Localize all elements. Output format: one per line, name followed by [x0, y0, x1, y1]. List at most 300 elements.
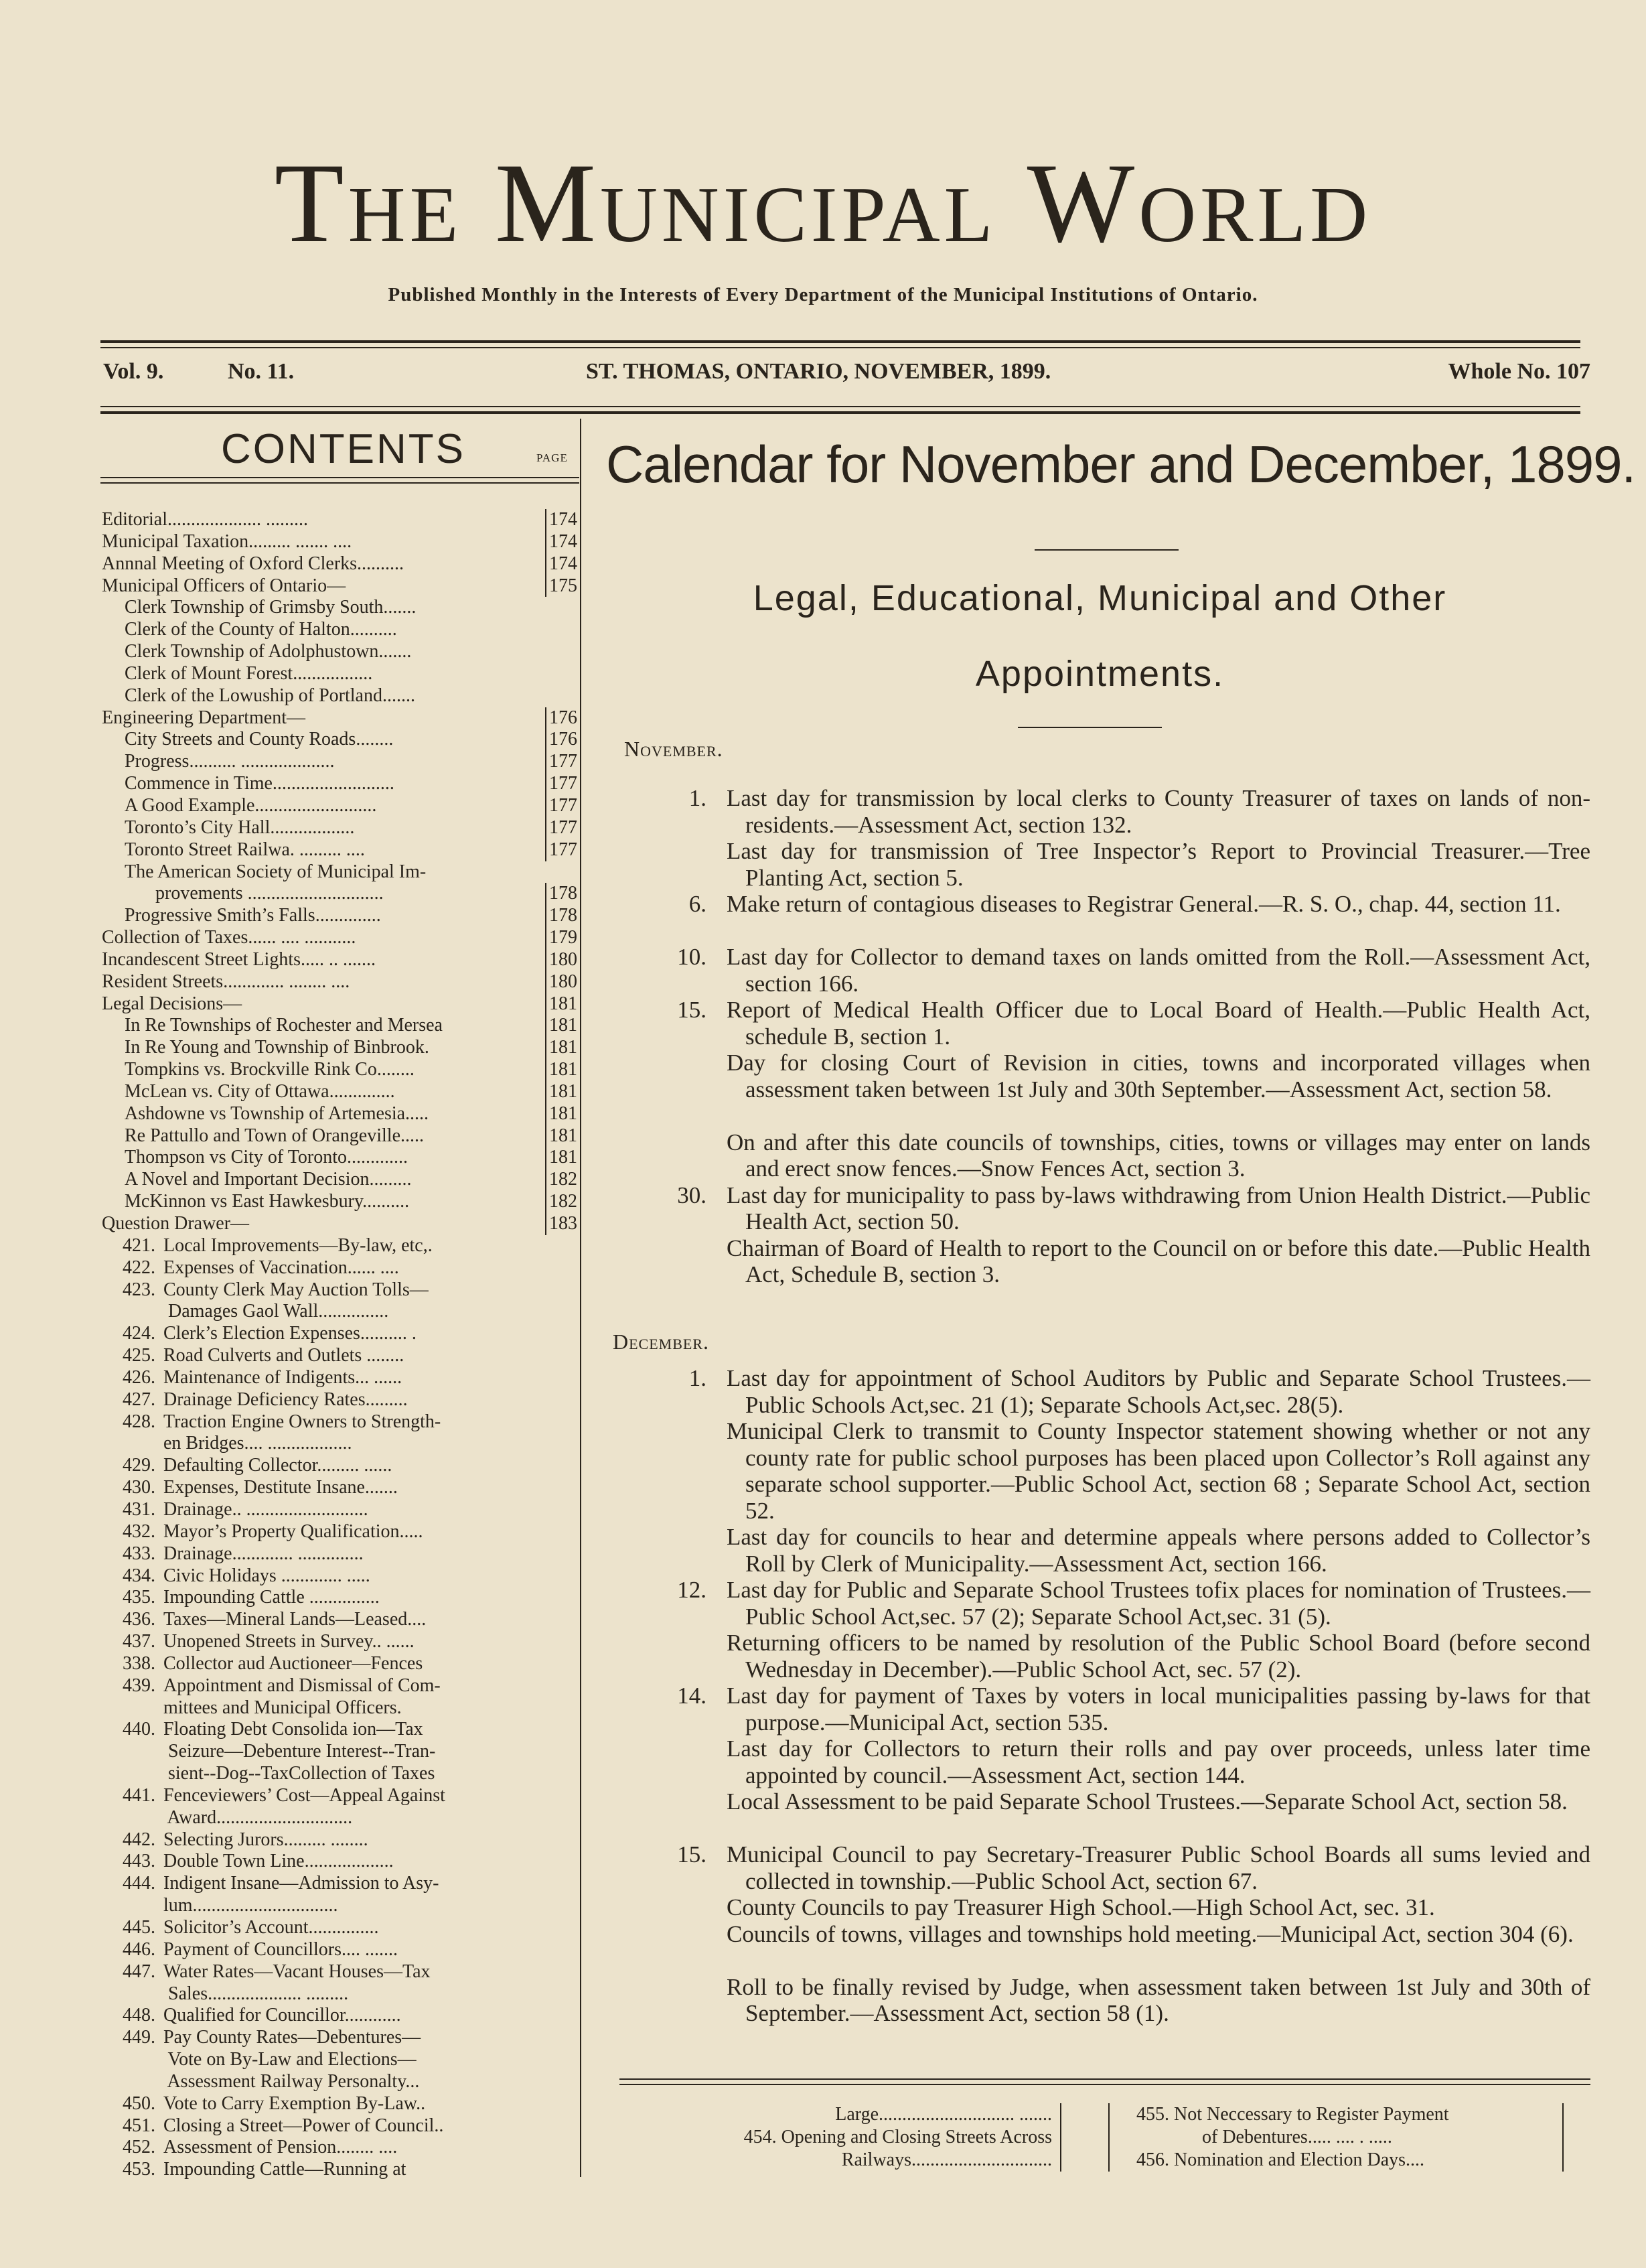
question-title: Closing a Street—Power of Council.. [163, 2115, 444, 2136]
month-december: December. [613, 1330, 710, 1354]
question-title: Payment of Councillors.... ....... [163, 1938, 398, 1960]
contents-item-label [102, 1565, 542, 1587]
footer-page-rule [1060, 2103, 1061, 2172]
question-title: Local Improvements—By-law, etc,. [163, 1234, 433, 1256]
contents-item-label [102, 1939, 542, 1961]
contents-item [102, 993, 577, 1015]
contents-item [102, 1873, 577, 1895]
divider-rule [1035, 549, 1179, 551]
contents-item-label: Commence in Time.......................... [125, 773, 394, 794]
entry-text: Last day for payment of Taxes by voters in local municipalities passing by-laws for that purpose.—Municipal Act, section 535. [727, 1683, 1590, 1735]
contents-item-label [102, 1323, 542, 1345]
question-title: Expenses, Destitute Insane....... [163, 1477, 398, 1498]
question-number: 430. [123, 1477, 155, 1498]
contents-item [102, 817, 577, 839]
contents-item [102, 1917, 577, 1939]
calendar-title: Calendar for November and December, 1899. [606, 435, 1636, 494]
question-title: en Bridges.... .................. [163, 1433, 352, 1454]
contents-rule-2 [100, 482, 579, 484]
question-number: 445. [123, 1917, 155, 1938]
footer-line: Large............................. ....... [835, 2104, 1052, 2125]
contents-item [102, 729, 577, 751]
bottom-rule [619, 2078, 1590, 2080]
contents-item-label [102, 1543, 542, 1565]
issue-line [100, 359, 1590, 393]
contents-item [102, 1169, 577, 1191]
contents-item [102, 2093, 577, 2115]
question-number: 429. [123, 1455, 155, 1476]
contents-item-label: In Re Townships of Rochester and Mersea [125, 1015, 443, 1036]
question-title: Double Town Line................... [163, 1851, 394, 1872]
contents-item-page: 176 [545, 729, 577, 751]
contents-item-label: Legal Decisions— [102, 993, 242, 1014]
question-number: 432. [123, 1520, 155, 1542]
question-title: Collector aud Auctioneer—Fences [163, 1652, 423, 1674]
entry-text: Last day for transmission of Tree Inspector’s Report to Provincial Treasurer.—Tree Planting Act, section 5. [727, 838, 1590, 891]
contents-item-label [102, 2115, 542, 2137]
contents-item-label [102, 1345, 542, 1367]
entry-text: Day for closing Court of Revision in cities, towns and incorporated villages when assessment taken between 1st July and 30th September.—Assessment Act, section 58. [727, 1050, 1590, 1103]
masthead-subtitle: Published Monthly in the Interests of Every Department of the Municipal Institutions of Ontario. [388, 284, 1258, 305]
question-title: Floating Debt Consolida ion—Tax [163, 1719, 423, 1740]
footer-line: 456. Nomination and Election Days.... [1136, 2149, 1425, 2170]
contents-item-label [102, 1235, 542, 1257]
contents-item-label [102, 1257, 542, 1279]
calendar-entry [727, 1418, 1590, 1524]
contents-item-label [102, 1499, 542, 1521]
calendar-subtitle-2: Appointments. [975, 654, 1225, 694]
entry-day-number: 14. [677, 1683, 706, 1709]
contents-item-label: Clerk Township of Grimsby South....... [125, 597, 417, 618]
place-date: ST. THOMAS, ONTARIO, NOVEMBER, 1899. [586, 359, 1051, 384]
question-title: Award............................. [163, 1806, 353, 1828]
contents-item-label: Annnal Meeting of Oxford Clerks.......... [102, 553, 404, 574]
contents-item-label: McKinnon vs East Hawkesbury.......... [125, 1191, 410, 1212]
entry-text: Municipal Clerk to transmit to County Inspector statement showing whether or not any county rate for public school purposes has been placed upon Collector’s Roll against any separate school supporter.—Public School Act, section 68 ; Separate School Act, section 52. [727, 1418, 1590, 1524]
contents-item-label: Toronto Street Railwa. ......... .... [125, 839, 365, 860]
contents-item [102, 553, 577, 575]
question-title: Indigent Insane—Admission to Asy- [163, 1873, 439, 1894]
contents-item-page: 177 [545, 839, 577, 861]
question-title: Unopened Streets in Survey.. ...... [163, 1631, 415, 1652]
footer-contents-right [1108, 2103, 1564, 2172]
contents-item-page: 174 [545, 509, 577, 531]
question-title: Damages Gaol Wall............... [163, 1301, 389, 1322]
question-title: Vote to Carry Exemption By-Law.. [163, 2093, 426, 2114]
entry-text: Chairman of Board of Health to report to the Council on or before this date.—Public Health Act, Schedule B, section 3. [727, 1234, 1590, 1287]
contents-item [102, 1147, 577, 1169]
question-number: 443. [123, 1851, 155, 1872]
entry-text: On and after this date councils of townships, cities, towns or villages may enter on lands and erect snow fences.—Snow Fences Act, section 3. [727, 1129, 1590, 1182]
question-title: Water Rates—Vacant Houses—Tax [163, 1961, 431, 1982]
contents-item [102, 2137, 577, 2159]
contents-item-label [102, 1895, 542, 1917]
contents-item-page: 181 [545, 1125, 577, 1147]
footer-line: 454. Opening and Closing Streets Across [743, 2127, 1052, 2147]
contents-item [102, 1367, 577, 1389]
whole-number: Whole No. 107 [1448, 359, 1590, 384]
question-number: 453. [123, 2159, 155, 2180]
question-title: lum............................... [163, 1895, 338, 1916]
contents-item-label: A Novel and Important Decision......... [125, 1169, 412, 1190]
entry-day-number: 1. [688, 1365, 706, 1391]
question-title: mittees and Municipal Officers. [163, 1697, 402, 1718]
contents-item-page: 177 [545, 773, 577, 795]
contents-item-label [102, 1917, 542, 1939]
calendar-entry [727, 1235, 1590, 1288]
contents-item-label [102, 1763, 542, 1785]
contents-item-label [102, 1587, 542, 1609]
contents-item-page: 177 [545, 795, 577, 817]
question-number: 422. [123, 1257, 155, 1278]
entry-day-number: 6. [688, 891, 706, 917]
question-title: Drainage Deficiency Rates......... [163, 1389, 408, 1410]
entry-text: Last day for Collectors to return their rolls and pay over proceeds, unless later time appointed by council.—Assessment Act, section 144. [727, 1735, 1590, 1788]
entry-text: Last day for municipality to pass by-laws withdrawing from Union Health District.—Public Health Act, section 50. [727, 1182, 1590, 1234]
contents-item [102, 2027, 577, 2049]
contents-item [102, 1741, 577, 1763]
contents-item [102, 1983, 577, 2005]
question-number: 436. [123, 1609, 155, 1630]
contents-item-label: provements ............................. [155, 883, 384, 904]
contents-item [102, 2115, 577, 2137]
contents-rule [100, 477, 579, 478]
contents-item [102, 2005, 577, 2027]
contents-item [102, 1829, 577, 1851]
contents-item-label: Re Pattullo and Town of Orangeville..... [125, 1125, 425, 1146]
question-title: Traction Engine Owners to Strength- [163, 1411, 441, 1432]
contents-item [102, 1521, 577, 1543]
contents-item [102, 1807, 577, 1829]
contents-item [102, 1609, 577, 1631]
question-number: 452. [123, 2137, 155, 2158]
column-divider [580, 419, 581, 2177]
calendar-entry [677, 997, 1590, 1050]
contents-item-label: Progressive Smith’s Falls.............. [125, 905, 381, 926]
contents-item-label: Clerk Township of Adolphustown....... [125, 641, 412, 662]
contents-item-label: Engineering Department— [102, 707, 306, 728]
contents-item [102, 641, 577, 663]
contents-item-label [102, 1961, 542, 1983]
question-number: 426. [123, 1366, 155, 1388]
contents-item-label [102, 1785, 542, 1807]
contents-item [102, 1631, 577, 1653]
masthead-rule-top-thin [100, 347, 1580, 348]
contents-item [102, 1103, 577, 1125]
entry-day-number: 15. [677, 997, 706, 1023]
contents-item-label: In Re Young and Township of Binbrook. [125, 1037, 429, 1058]
contents-item-page: 178 [545, 883, 577, 905]
contents-item-label [102, 1697, 542, 1719]
question-number: 451. [123, 2115, 155, 2136]
question-title: Impounding Cattle ............... [163, 1587, 380, 1608]
contents-item-label [102, 1829, 542, 1851]
contents-item-page: 180 [545, 949, 577, 971]
contents-item [102, 1081, 577, 1103]
question-number: 442. [123, 1829, 155, 1850]
contents-item-label [102, 1873, 542, 1895]
month-november: November. [624, 737, 723, 761]
contents-item-label [102, 1741, 542, 1763]
contents-item-label [102, 2027, 542, 2049]
contents-item-label: Incandescent Street Lights..... .. ....... [102, 948, 376, 970]
question-number: 425. [123, 1345, 155, 1366]
entry-text: Last day for Collector to demand taxes on lands omitted from the Roll.—Assessment Act, section 166. [727, 944, 1590, 997]
contents-item-label [102, 1675, 542, 1697]
contents-item [102, 1565, 577, 1587]
question-number: 338. [123, 1652, 155, 1674]
contents-item-page: 181 [545, 1147, 577, 1169]
entry-text: Report of Medical Health Officer due to Local Board of Health.—Public Health Act, schedule B, section 1. [727, 997, 1590, 1050]
contents-item [102, 1191, 577, 1213]
question-title: Taxes—Mineral Lands—Leased.... [163, 1609, 427, 1630]
contents-item-label [102, 1301, 542, 1323]
contents-item [102, 1697, 577, 1719]
footer-contents-left [633, 2103, 1061, 2172]
contents-item [102, 1125, 577, 1147]
contents-item-label [102, 1279, 542, 1301]
question-number: 437. [123, 1631, 155, 1652]
contents-item [102, 685, 577, 707]
contents-item [102, 1213, 577, 1235]
contents-item [102, 1455, 577, 1477]
contents-item [102, 1477, 577, 1499]
contents-item [102, 1411, 577, 1433]
calendar-entry [677, 1841, 1590, 1894]
contents-item-label: Collection of Taxes...... .... ........... [102, 927, 356, 948]
contents-item-label: Progress.......... .................... [125, 751, 335, 772]
contents-item-page: 181 [545, 1059, 577, 1081]
footer-page-rule [1562, 2103, 1564, 2172]
calendar-entry [727, 1894, 1590, 1921]
contents-item-label: A Good Example.......................... [125, 794, 377, 816]
question-number: 441. [123, 1784, 155, 1806]
contents-item-page: 178 [545, 905, 577, 927]
contents-item [102, 1543, 577, 1565]
contents-item [102, 1895, 577, 1917]
contents-item-label: Resident Streets............. ........ .... [102, 971, 350, 992]
calendar-entry [727, 1788, 1590, 1815]
question-number: 446. [123, 1938, 155, 1960]
calendar-entry [677, 1683, 1590, 1735]
contents-item [102, 1499, 577, 1521]
question-title: Selecting Jurors......... ........ [163, 1829, 368, 1850]
volume-label: Vol. 9. [103, 359, 164, 384]
contents-item [102, 927, 577, 949]
calendar-entry [688, 785, 1590, 838]
question-title: Civic Holidays ............. ..... [163, 1565, 370, 1586]
entry-day-number: 1. [688, 785, 706, 811]
question-number: 435. [123, 1587, 155, 1608]
contents-item [102, 1851, 577, 1873]
contents-item [102, 1279, 577, 1301]
question-title: Seizure—Debenture Interest--Tran- [163, 1741, 436, 1762]
entry-text: Councils of towns, villages and townships hold meeting.—Municipal Act, section 304 (6). [727, 1920, 1574, 1947]
calendar-entry [727, 1735, 1590, 1788]
question-number: 421. [123, 1234, 155, 1256]
question-number: 423. [123, 1279, 155, 1300]
contents-item-page: 174 [545, 553, 577, 575]
contents-item-label: Editorial.................... ......... [102, 509, 308, 530]
contents-item [102, 1257, 577, 1279]
contents-item-label [102, 2071, 542, 2093]
question-number: 434. [123, 1565, 155, 1586]
contents-item-label [102, 2137, 542, 2159]
question-title: Qualified for Councillor............ [163, 2005, 401, 2026]
question-title: Defaulting Collector......... ...... [163, 1455, 392, 1476]
contents-item-label: Thompson vs City of Toronto............. [125, 1147, 408, 1168]
contents-item-label [102, 2005, 542, 2027]
contents-item [102, 2071, 577, 2093]
contents-item-page: 181 [545, 1015, 577, 1037]
contents-item [102, 971, 577, 993]
contents-item-label: Municipal Officers of Ontario— [102, 575, 346, 596]
contents-item [102, 861, 577, 883]
question-title: Impounding Cattle—Running at [163, 2159, 406, 2180]
question-number: 427. [123, 1389, 155, 1410]
entry-text: Last day for Public and Separate School Trustees tofix places for nomination of Trustees.—Public School Act,sec. 57 (2); Separate School Act,sec. 31 (5). [727, 1577, 1590, 1630]
question-title: Expenses of Vaccination...... .... [163, 1257, 399, 1278]
contents-item-label: Clerk of the Lowuship of Portland....... [125, 685, 415, 706]
contents-item-page: 181 [545, 1103, 577, 1125]
question-title: Assessment Railway Personalty... [163, 2070, 420, 2092]
contents-item-label [102, 1609, 542, 1631]
calendar-entry [727, 1129, 1590, 1182]
contents-item-page: 177 [545, 817, 577, 839]
calendar-entry [688, 1365, 1590, 1418]
contents-item-page: 176 [545, 707, 577, 729]
contents-item [102, 707, 577, 729]
entry-text: County Councils to pay Treasurer High School.—High School Act, sec. 31. [727, 1894, 1435, 1920]
contents-item [102, 1037, 577, 1059]
contents-heading: CONTENTS [221, 426, 465, 472]
contents-item-label: City Streets and County Roads........ [125, 729, 394, 750]
question-title: Clerk’s Election Expenses.......... . [163, 1323, 417, 1344]
question-title: Drainage.. .......................... [163, 1498, 368, 1520]
masthead-rule-top [100, 340, 1580, 343]
contents-item-label: Question Drawer— [102, 1213, 250, 1234]
entry-text: Make return of contagious diseases to Registrar General.—R. S. O., chap. 44, section 11. [727, 891, 1561, 917]
footer-line: 455. Not Neccessary to Register Payment [1136, 2104, 1449, 2125]
question-number: 424. [123, 1323, 155, 1344]
contents-item-label [102, 1477, 542, 1499]
contents-item [102, 1785, 577, 1807]
contents-item-label: Clerk of the County of Halton.......... [125, 619, 397, 640]
contents-item [102, 1939, 577, 1961]
contents-item [102, 1675, 577, 1697]
question-title: Assessment of Pension........ .... [163, 2137, 398, 2158]
entry-text: Local Assessment to be paid Separate School Trustees.—Separate School Act, section 58. [727, 1788, 1568, 1815]
contents-item-page: 181 [545, 993, 577, 1015]
calendar-entry [677, 1182, 1590, 1235]
question-title: Maintenance of Indigents... ...... [163, 1366, 402, 1388]
contents-item [102, 773, 577, 795]
contents-item [102, 1301, 577, 1323]
masthead-title: The Municipal World [274, 140, 1372, 266]
contents-item [102, 1389, 577, 1411]
calendar-entry [727, 1050, 1590, 1103]
contents-item-label [102, 1389, 542, 1411]
question-title: Drainage............. .............. [163, 1543, 364, 1564]
contents-item [102, 1587, 577, 1609]
entry-text: Last day for transmission by local clerks to County Treasurer of taxes on lands of non-residents.—Assessment Act, section 132. [727, 785, 1590, 838]
contents-item-page: 175 [545, 575, 577, 597]
question-number: 440. [123, 1719, 155, 1740]
masthead-rule-bottom-thin [100, 406, 1580, 407]
contents-item-label [102, 1807, 542, 1829]
entry-day-number: 30. [677, 1182, 706, 1208]
calendar-subtitle-1: Legal, Educational, Municipal and Other [753, 578, 1447, 618]
calendar-entry [727, 838, 1590, 891]
contents-item-page: 181 [545, 1081, 577, 1103]
contents-item-page: 179 [545, 927, 577, 949]
question-title: Sales.................... ......... [163, 1983, 349, 2004]
contents-item [102, 949, 577, 971]
contents-item-page: 182 [545, 1191, 577, 1213]
question-title: Mayor’s Property Qualification..... [163, 1520, 423, 1542]
contents-item-label [102, 1851, 542, 1873]
contents-item-label: McLean vs. City of Ottawa.............. [125, 1080, 395, 1102]
contents-item-label [102, 2159, 542, 2181]
contents-item [102, 1763, 577, 1785]
question-number: 428. [123, 1411, 155, 1432]
contents-list [102, 509, 577, 2181]
contents-item-page: 180 [545, 971, 577, 993]
contents-item-label: Municipal Taxation......... ....... .... [102, 530, 352, 552]
contents-item-label [102, 1983, 542, 2005]
contents-item [102, 1433, 577, 1455]
bottom-rule-2 [619, 2084, 1590, 2085]
calendar-entry [727, 1524, 1590, 1577]
contents-item [102, 751, 577, 773]
contents-item-label [102, 1719, 542, 1741]
contents-item [102, 531, 577, 553]
entry-text: Last day for councils to hear and determine appeals where persons added to Collector’s Roll by Clerk of Municipality.—Assessment Act, section 166. [727, 1524, 1590, 1577]
question-title: County Clerk May Auction Tolls— [163, 1279, 429, 1300]
contents-item-label [102, 1631, 542, 1653]
question-number: 447. [123, 1961, 155, 1982]
contents-item-label: Tompkins vs. Brockville Rink Co........ [125, 1059, 415, 1080]
contents-item [102, 1653, 577, 1675]
contents-item-label [102, 1411, 542, 1433]
contents-item-label: The American Society of Municipal Im- [125, 861, 427, 882]
question-title: Solicitor’s Account............... [163, 1917, 379, 1938]
contents-item [102, 2159, 577, 2181]
contents-item-label [102, 1653, 542, 1675]
question-number: 439. [123, 1675, 155, 1696]
question-title: Appointment and Dismissal of Com- [163, 1675, 441, 1696]
question-number: 433. [123, 1543, 155, 1564]
calendar-entry [677, 1577, 1590, 1630]
question-number: 431. [123, 1498, 155, 1520]
calendar-entry [677, 944, 1590, 997]
calendar-entry [727, 1630, 1590, 1683]
question-number: 448. [123, 2005, 155, 2026]
contents-item [102, 839, 577, 861]
contents-item-label [102, 1367, 542, 1389]
divider-rule-2 [1018, 727, 1162, 728]
entry-text: Municipal Council to pay Secretary-Treasurer Public School Boards all sums levied and collected in township.—Public School Act, section 67. [727, 1841, 1590, 1894]
contents-item-label [102, 1521, 542, 1543]
entry-text: Last day for appointment of School Auditors by Public and Separate School Trustees.—Public Schools Act,sec. 21 (1); Separate Schools Act,sec. 28(5). [727, 1365, 1590, 1418]
entry-day-number: 10. [677, 944, 706, 970]
footer-line: Railways.............................. [841, 2149, 1052, 2170]
contents-item [102, 905, 577, 927]
contents-item-label [102, 1433, 542, 1455]
entry-text: Roll to be finally revised by Judge, when assessment taken between 1st July and 30th of September.—Assessment Act, section 58 (1). [727, 1973, 1590, 2026]
contents-item [102, 795, 577, 817]
question-title: Road Culverts and Outlets ........ [163, 1345, 404, 1366]
